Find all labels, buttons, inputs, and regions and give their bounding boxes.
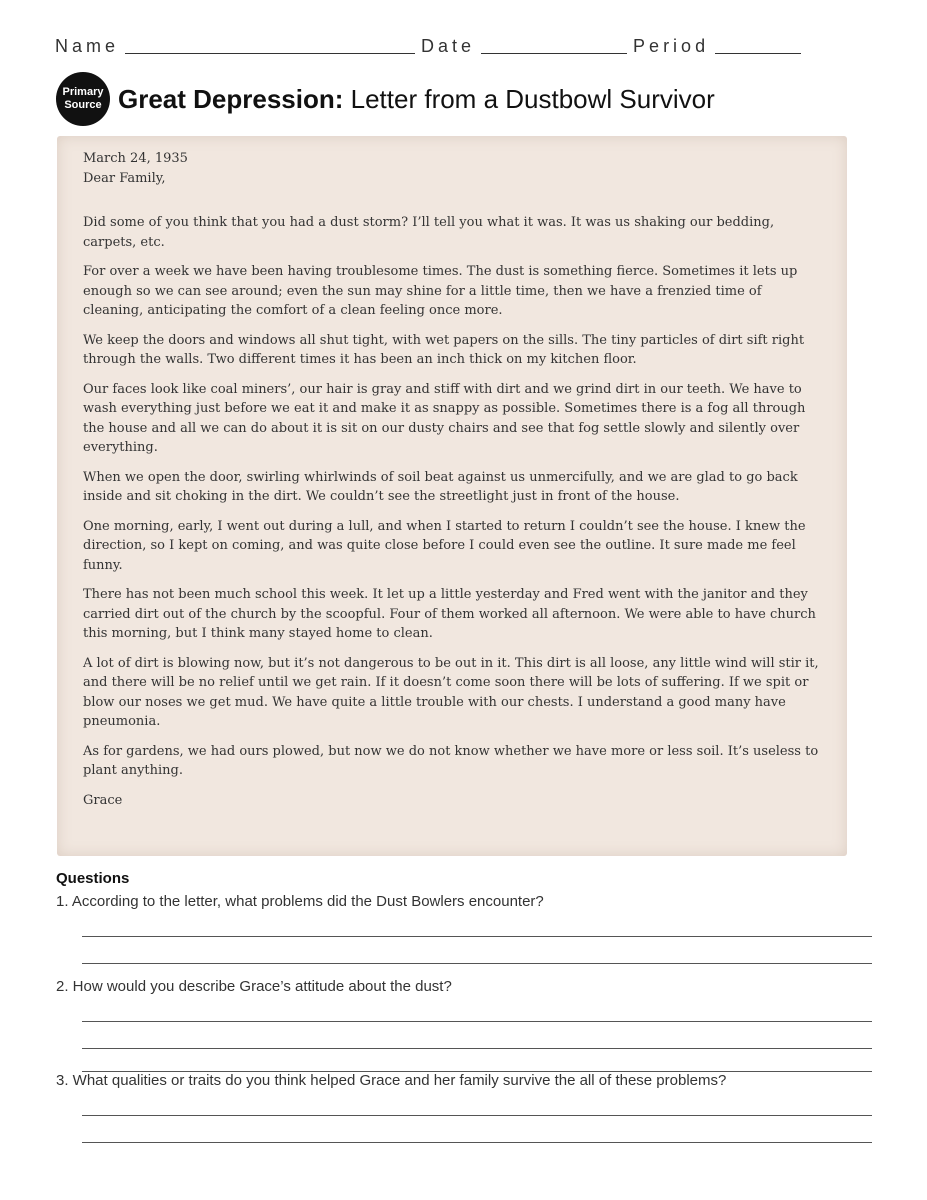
date-field-line[interactable] bbox=[481, 35, 627, 54]
badge-line-2: Source bbox=[64, 99, 102, 111]
period-field-line[interactable] bbox=[715, 35, 801, 54]
answer-line[interactable] bbox=[82, 1116, 872, 1143]
questions-heading: Questions bbox=[56, 870, 130, 887]
period-label: Period bbox=[633, 36, 710, 56]
letter-paragraph: When we open the door, swirling whirlwinds of soil beat against us unmercifully, and we are glad to go back inside and sit choking in the dirt. We couldn’t see the streetlight just in front of the house. bbox=[83, 469, 798, 504]
date-label: Date bbox=[421, 36, 476, 56]
page-title-bold: Great Depression: bbox=[118, 83, 344, 114]
title-row bbox=[56, 72, 715, 126]
name-field-line[interactable] bbox=[125, 35, 415, 54]
question-1: 1. According to the letter, what problems did the Dust Bowlers encounter? bbox=[56, 893, 544, 910]
page-title-rest: Letter from a Dustbowl Survivor bbox=[343, 83, 715, 114]
letter-paragraph: A lot of dirt is blowing now, but it’s not dangerous to be out in it. This dirt is all loose, any little wind will stir it, and there will be no relief until we get rain. If it doesn’t come soon there will be lots of suffering. If we spit or blow our noses we get mud. We have quite a little trouble with our chests. I understand a good many have pneumonia. bbox=[83, 655, 819, 729]
letter-paragraph: Our faces look like coal miners’, our hair is gray and stiff with dirt and we grind dirt in our teeth. We have to wash everything just before we eat it and make it as snappy as possible. Sometimes there is a fog all through the house and all we can do about it is sit on our dusty chairs and see that fog settle slowly and silently over everything. bbox=[83, 381, 806, 455]
letter-greeting: Dear Family, bbox=[83, 170, 166, 186]
letter-date: March 24, 1935 bbox=[83, 151, 188, 166]
question-2: 2. How would you describe Grace’s attitude about the dust? bbox=[56, 978, 452, 995]
letter-paragraph: There has not been much school this week. It let up a little yesterday and Fred went with the janitor and they carried dirt out of the church by the scoopful. Four of them worked all afternoon. We were able to have church this morning, but I think many stayed home to clean. bbox=[83, 587, 816, 641]
badge-line-1: Primary bbox=[62, 86, 104, 98]
answer-line[interactable] bbox=[82, 1089, 872, 1116]
answer-line[interactable] bbox=[82, 937, 872, 964]
letter-paragraph: We keep the doors and windows all shut tight, with wet papers on the sills. The tiny particles of dirt sift right through the walls. Two different times it has been an inch thick on my kitchen floor. bbox=[83, 332, 805, 367]
answer-line[interactable] bbox=[82, 995, 872, 1022]
answer-line[interactable] bbox=[82, 910, 872, 937]
primary-source-badge bbox=[56, 72, 110, 126]
answer-line[interactable] bbox=[82, 1049, 872, 1072]
letter-paragraph: As for gardens, we had ours plowed, but now we do not know whether we have more or less soil. It’s useless to plant anything. bbox=[83, 743, 819, 778]
letter-text bbox=[83, 149, 823, 820]
name-label: Name bbox=[55, 36, 120, 56]
question-3: 3. What qualities or traits do you think helped Grace and her family survive the all of these problems? bbox=[56, 1072, 727, 1089]
questions-section bbox=[56, 870, 872, 1143]
page-title bbox=[118, 84, 715, 115]
student-info-header bbox=[55, 33, 873, 57]
letter-paragraph: Did some of you think that you had a dust storm? I’ll tell you what it was. It was us shaking our bedding, carpets, etc. bbox=[83, 215, 775, 250]
answer-line[interactable] bbox=[82, 1022, 872, 1049]
letter-signature: Grace bbox=[83, 792, 123, 808]
letter-paragraph: For over a week we have been having troublesome times. The dust is something fierce. Sometimes it lets up enough so we can see around; even the sun may shine for a little time, then we have a frenzied time of cleaning, anticipating the comfort of a clean feeling once more. bbox=[83, 264, 798, 318]
letter-paragraph: One morning, early, I went out during a lull, and when I started to return I couldn’t see the house. I knew the direction, so I kept on coming, and was quite close before I could even see the outline. It sure made me feel funny. bbox=[83, 518, 806, 573]
